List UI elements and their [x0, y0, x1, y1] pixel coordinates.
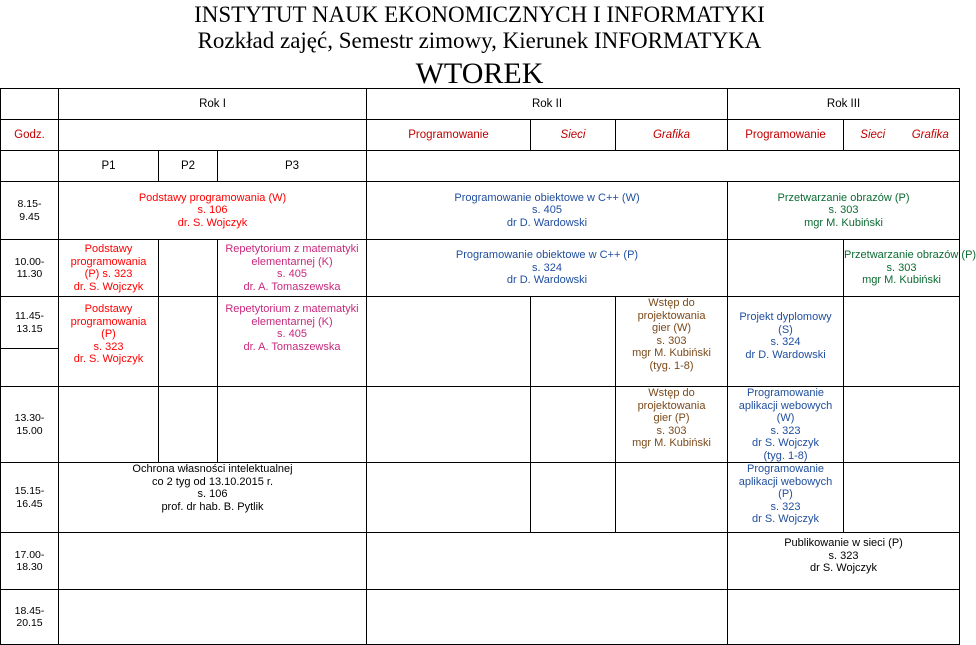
group-p3: P3	[218, 151, 367, 182]
time-row-1845	[1, 590, 960, 645]
spec-year2-grafika: Grafika	[616, 120, 728, 151]
time-row-815	[1, 182, 960, 240]
class-przetwarzanie-obrazow-2[interactable]: Przetwarzanie obrazów (P) s. 303 mgr M. Kubiński	[844, 240, 960, 297]
class-programowanie-obiektowe-p[interactable]: Programowanie obiektowe w C++ (P) s. 324 dr D. Wardowski	[367, 240, 728, 297]
time-row-1000	[1, 240, 960, 297]
time-815: 8.15- 9.45	[1, 182, 59, 240]
day-title: WTOREK	[415, 57, 544, 90]
spec-year3-sieci-grafika	[844, 120, 960, 151]
spec-year3-programowanie: Programowanie	[728, 120, 844, 151]
specializations-row	[1, 120, 960, 151]
class-programowanie-obiektowe-w[interactable]: Programowanie obiektowe w C++ (W) s. 405 dr D. Wardowski	[367, 182, 728, 240]
godz-header: Godz.	[1, 120, 59, 151]
time-1000: 10.00- 11.30	[1, 240, 59, 297]
spec-year3-sieci: Sieci	[860, 128, 886, 141]
schedule-subtitle: Rozkład zajęć, Semestr zimowy, Kierunek INFORMATYKA	[197, 28, 762, 53]
class-podstawy-programowania-p-1000[interactable]: Podstawy programowania (P) s. 323 dr. S. Wojczyk	[59, 240, 159, 297]
schedule-table	[0, 88, 976, 645]
time-1845: 18.45- 20.15	[1, 590, 59, 645]
time-1700: 17.00- 18.30	[1, 533, 59, 590]
years-row	[1, 89, 960, 120]
spec-year2-programowanie: Programowanie	[367, 120, 531, 151]
class-aplikacje-webowe-p[interactable]: Programowanie aplikacji webowych (P) s. 323 dr S. Wojczyk	[728, 463, 844, 533]
time-1330: 13.30- 15.00	[1, 387, 59, 463]
class-wstep-do-projektowania-gier-p[interactable]: Wstęp do projektowania gier (P) s. 303 mgr M. Kubiński	[616, 387, 728, 463]
group-p1: P1	[59, 151, 159, 182]
time-1145: 11.45- 13.15	[1, 297, 59, 349]
time-1515: 15.15- 16.45	[1, 463, 59, 533]
class-ochrona-wlasnosci[interactable]: Ochrona własności intelektualnej co 2 tyg od 13.10.2015 r. s. 106 prof. dr hab. B. Pytlik	[59, 463, 367, 533]
time-row-1700	[1, 533, 960, 590]
class-repetytorium-1000[interactable]: Repetytorium z matematyki elementarnej (K) s. 405 dr. A. Tomaszewska	[218, 240, 367, 297]
time-row-1145	[1, 297, 960, 349]
spec-year2-sieci: Sieci	[531, 120, 616, 151]
year-2-header: Rok II	[367, 89, 728, 120]
group-p2: P2	[159, 151, 218, 182]
class-podstawy-programowania-p-1145[interactable]: Podstawy programowania (P) s. 323 dr. S. Wojczyk	[59, 297, 159, 387]
class-projekt-dyplomowy[interactable]: Projekt dyplomowy (S) s. 324 dr D. Wardowski	[728, 297, 844, 387]
time-row-1330	[1, 387, 960, 463]
class-publikowanie-w-sieci[interactable]: Publikowanie w sieci (P) s. 323 dr S. Wojczyk	[728, 533, 960, 590]
year-3-header: Rok III	[728, 89, 960, 120]
class-repetytorium-1145[interactable]: Repetytorium z matematyki elementarnej (K) s. 405 dr. A. Tomaszewska	[218, 297, 367, 387]
class-podstawy-programowania-w[interactable]: Podstawy programowania (W) s. 106 dr. S. Wojczyk	[59, 182, 367, 240]
groups-row	[1, 151, 960, 182]
time-row-1515	[1, 463, 960, 533]
year-1-header: Rok I	[59, 89, 367, 120]
spec-year3-grafika: Grafika	[911, 128, 949, 141]
class-przetwarzanie-obrazow-1[interactable]: Przetwarzanie obrazów (P) s. 303 mgr M. Kubiński	[728, 182, 960, 240]
institute-title: INSTYTUT NAUK EKONOMICZNYCH I INFORMATYKI	[194, 2, 765, 27]
class-wstep-do-projektowania-gier-w[interactable]: Wstęp do projektowania gier (W) s. 303 mgr M. Kubiński (tyg. 1-8)	[616, 297, 728, 387]
class-aplikacje-webowe-w[interactable]: Programowanie aplikacji webowych (W) s. 323 dr S. Wojczyk (tyg. 1-8)	[728, 387, 844, 463]
